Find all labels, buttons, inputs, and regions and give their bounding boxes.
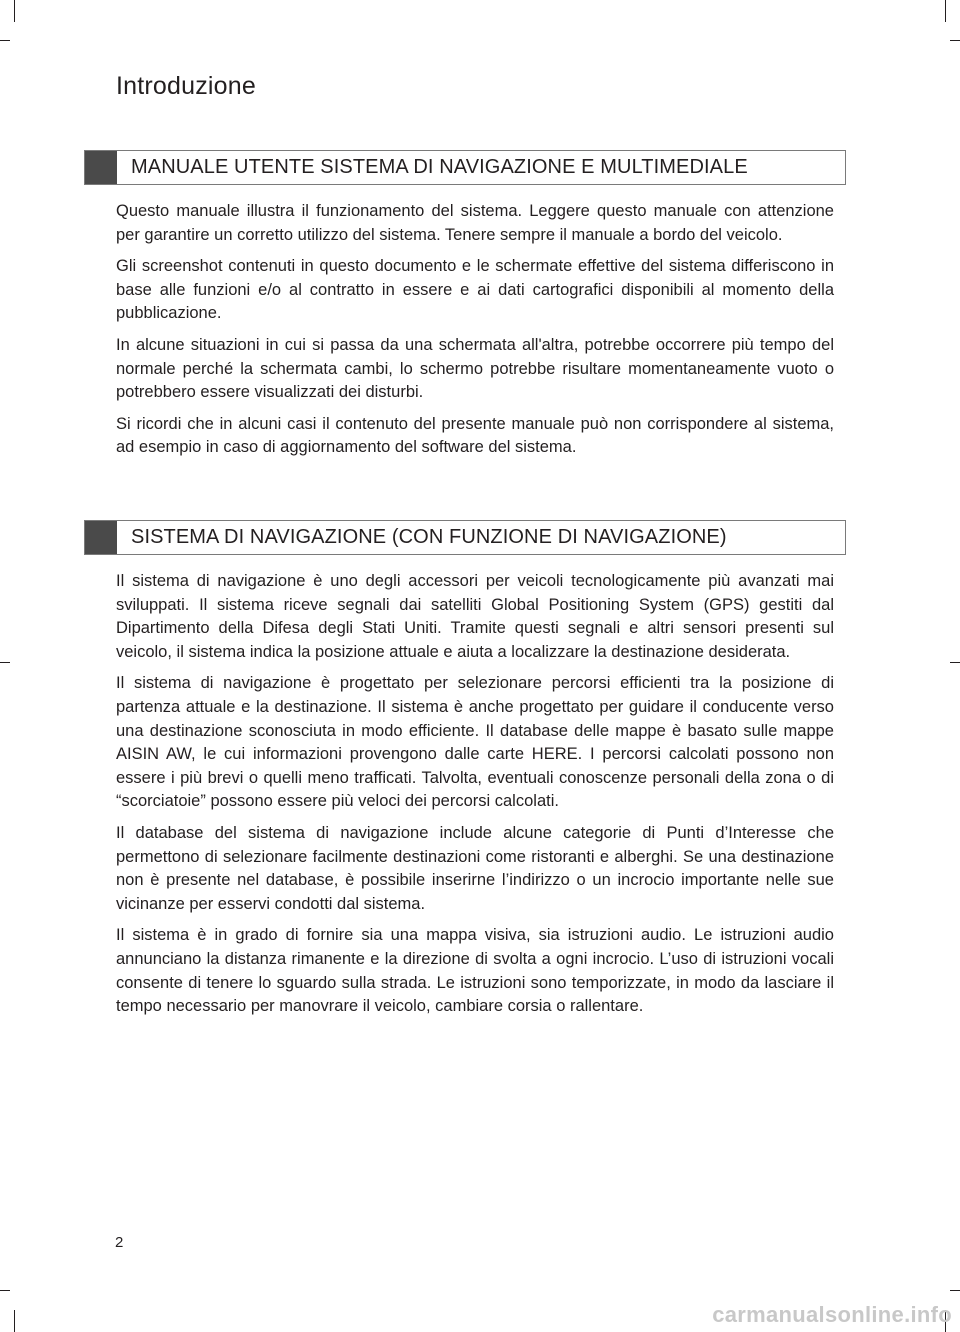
section-header-bar xyxy=(85,151,117,184)
paragraph: Si ricordi che in alcuni casi il contenuto del presente manuale può non corrispondere al sistema, ad esempio in caso di aggiornamento del software del sistema. xyxy=(116,414,834,457)
paragraph: Il sistema è in grado di fornire sia una mappa visiva, sia istruzioni audio. Le istruzioni audio annunciano la distanza rimanente e la direzione di svolta a ogni incrocio. L’uso di istruzioni vocali consente di tenere lo sguardo sulla strada. Le istruzioni sono temporizzate, in modo da lasciare il tempo necessario per manovrare il veicolo, cambiare corsia o rallentare. xyxy=(116,926,834,1016)
section-title: SISTEMA DI NAVIGAZIONE (CON FUNZIONE DI NAVIGAZIONE) xyxy=(131,526,727,548)
crop-mark xyxy=(945,0,946,22)
crop-mark xyxy=(950,662,960,663)
paragraph: Questo manuale illustra il funzionamento del sistema. Leggere questo manuale con attenzione per garantire un corretto utilizzo del sistema. Tenere sempre il manuale a bordo del veicolo. xyxy=(116,202,834,244)
section-header xyxy=(84,150,846,185)
watermark: carmanualsonline.info xyxy=(712,1302,952,1327)
paragraph: Il sistema di navigazione è uno degli accessori per veicoli tecnologicamente più avanzati mai sviluppati. Il sistema riceve segnali dai satelliti Global Positioning System (GPS) gestiti dal Dipartimento della Difesa degli Stati Uniti. Tramite questi segnali e altri sensori presenti sul veicolo, il sistema indica la posizione attuale e aiuta a localizzare la destinazione desiderata. xyxy=(116,572,834,661)
section-header-bar xyxy=(85,521,117,554)
crop-mark xyxy=(950,40,960,41)
crop-mark xyxy=(0,1290,10,1291)
crop-mark xyxy=(14,1310,15,1332)
crop-mark xyxy=(14,0,15,22)
section-title: MANUALE UTENTE SISTEMA DI NAVIGAZIONE E MULTIMEDIALE xyxy=(131,156,748,178)
crop-mark xyxy=(950,1290,960,1291)
paragraph: In alcune situazioni in cui si passa da una schermata all'altra, potrebbe occorrere più tempo del normale perché la schermata cambi, lo schermo potrebbe risultare momentaneamente vuoto o potrebbero essere visualizzati dei disturbi. xyxy=(116,335,834,402)
section-body xyxy=(116,200,834,468)
paragraph: Gli screenshot contenuti in questo documento e le schermate effettive del sistema differiscono in base alle funzioni e/o al contratto in essere e ai dati cartografici disponibili al momento della pubblicazione. xyxy=(116,257,834,323)
page-title: Introduzione xyxy=(116,72,256,100)
paragraph: Il sistema di navigazione è progettato per selezionare percorsi efficienti tra la posizione di partenza attuale e la destinazione. Il sistema è anche progettato per guidare il conducente verso una destinazione sconosciuta in modo efficiente. Il database delle mappe è basato sulle mappe AISIN AW, le cui informazioni provengono dalle carte HERE. I percorsi calcolati possono non essere i più brevi o quelli meno trafficati. Talvolta, eventuali conoscenze personali della zona o di “scorciatoie” possono essere più veloci dei percorsi calcolati. xyxy=(116,674,834,811)
section-header xyxy=(84,520,846,555)
paragraph: Il database del sistema di navigazione include alcune categorie di Punti d’Interesse che permettono di selezionare facilmente destinazioni come ristoranti e alberghi. Se una destinazione non è presente nel database, è possibile inserirne l’indirizzo o un incrocio importante nelle sue vicinanze per esservi condotti dal sistema. xyxy=(116,823,834,913)
section-body xyxy=(116,570,834,1027)
crop-mark xyxy=(0,662,10,663)
page-number: 2 xyxy=(115,1234,124,1251)
crop-mark xyxy=(0,40,10,41)
